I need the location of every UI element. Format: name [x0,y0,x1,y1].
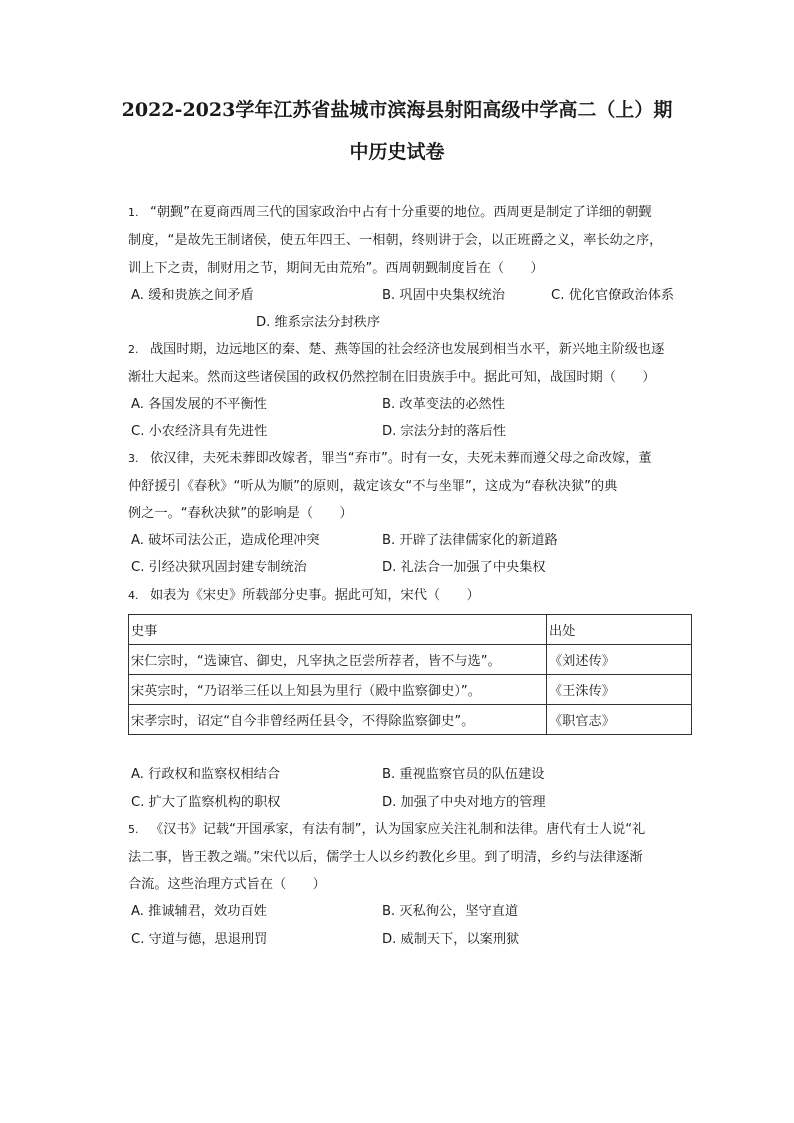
question-1-option-d[interactable]: D. 维系宗法分封秩序 [256,315,381,330]
question-number: 3. [128,452,139,465]
question-1-line-2: 制度，“是故先王制诸侯，使五年四王、一相朝，终则讲于会，以正班爵之义，率长幼之序， [128,233,663,248]
table-header-row [129,615,692,645]
question-4-option-a[interactable]: A. 行政权和监察权相结合 [131,767,281,782]
question-2-option-c[interactable]: C. 小农经济具有先进性 [131,424,268,439]
question-4-option-c[interactable]: C. 扩大了监察机构的职权 [131,795,281,810]
table-cell: 《刘述传》 [547,645,692,675]
question-1-option-c[interactable]: C. 优化官僚政治体系 [551,288,675,303]
exam-title-line-2: 中历史试卷 [349,141,445,163]
question-1-line-1: 1. “朝觐”在夏商西周三代的国家政治中占有十分重要的地位。西周更是制定了详细的朝觐 [128,205,652,220]
question-5-line-1: 5. 《汉书》记载“开国承家，有法有制”，认为国家应关注礼制和法律。唐代有士人说“礼 [128,822,646,837]
question-2-option-b[interactable]: B. 改革变法的必然性 [382,397,505,412]
question-2-line-2: 渐壮大起来。然而这些诸侯国的政权仍然控制在旧贵族手中。据此可知，战国时期（ ） [128,370,656,385]
question-3-option-b[interactable]: B. 开辟了法律儒家化的新道路 [382,533,558,548]
table-row [129,645,692,675]
question-2-option-d[interactable]: D. 宗法分封的落后性 [382,424,507,439]
question-5-option-c[interactable]: C. 守道与德，思退刑罚 [131,932,268,947]
question-3-line-2: 仲舒援引《春秋》“听从为顺”的原则，裁定该女“不与坐罪”，这成为“春秋决狱”的典 [128,479,618,494]
question-3-option-c[interactable]: C. 引经决狱巩固封建专制统治 [131,560,307,575]
table-row [129,675,692,705]
question-1-option-a[interactable]: A. 缓和贵族之间矛盾 [131,288,254,303]
question-5-line-3: 合流。这些治理方式旨在（ ） [128,877,326,892]
table-row [129,705,692,735]
history-table [128,614,692,735]
question-3-line-3: 例之一。“春秋决狱”的影响是（ ） [128,506,353,521]
question-2-line-1: 2. 战国时期，边远地区的秦、楚、燕等国的社会经济也发展到相当水平，新兴地主阶级也逐 [128,342,665,357]
question-3-option-a[interactable]: A. 破坏司法公正，造成伦理冲突 [131,533,320,548]
question-number: 2. [128,343,139,356]
question-4-line-1: 4. 如表为《宋史》所载部分史事。据此可知，宋代（ ） [128,588,480,603]
table-header-cell: 史事 [129,615,547,645]
table-cell: 宋仁宗时，“选谏官、御史，凡宰执之臣尝所荐者，皆不与选”。 [129,645,547,675]
question-4-option-d[interactable]: D. 加强了中央对地方的管理 [382,795,546,810]
question-number: 1. [128,206,139,219]
question-5-option-a[interactable]: A. 推诚辅君，效功百姓 [131,904,267,919]
question-3-line-1: 3. 依汉律，夫死未葬即改嫁者，罪当“弃市”。时有一女，夫死未葬而遵父母之命改嫁，董 [128,451,652,466]
question-5-option-d[interactable]: D. 威制天下，以案刑狱 [382,932,520,947]
question-number: 4. [128,589,139,602]
question-number: 5. [128,823,139,836]
exam-title-line-1: 2022-2023学年江苏省盐城市滨海县射阳高级中学高二（上）期 [121,99,673,121]
question-5-line-2: 法二事，皆王教之端。”宋代以后，儒学士人以乡约教化乡里。到了明清，乡约与法律逐渐 [128,850,643,865]
question-4-option-b[interactable]: B. 重视监察官员的队伍建设 [382,767,545,782]
question-1-option-b[interactable]: B. 巩固中央集权统治 [382,288,505,303]
table-cell: 《职官志》 [547,705,692,735]
table-cell: 《王洙传》 [547,675,692,705]
table-cell: 宋英宗时，“乃诏举三任以上知县为里行（殿中监察御史）”。 [129,675,547,705]
question-1-line-3: 训上下之责，制财用之节，期间无由荒殆”。西周朝觐制度旨在（ ） [128,261,544,276]
question-2-option-a[interactable]: A. 各国发展的不平衡性 [131,397,267,412]
question-3-option-d[interactable]: D. 礼法合一加强了中央集权 [382,560,546,575]
question-5-option-b[interactable]: B. 灭私徇公，坚守直道 [382,904,519,919]
table-header-cell: 出处 [547,615,692,645]
table-cell: 宋孝宗时，诏定“自今非曾经两任县令，不得除监察御史”。 [129,705,547,735]
